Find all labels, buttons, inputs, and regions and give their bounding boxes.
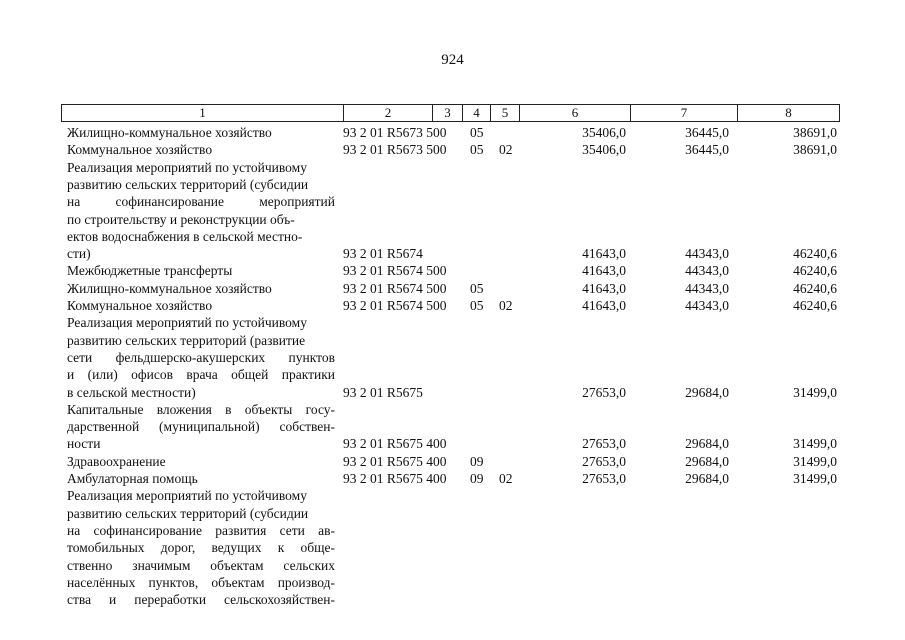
row-value-col6: 41643,0 xyxy=(582,280,626,296)
row-value-col6: 41643,0 xyxy=(582,298,626,313)
row-section: 05 xyxy=(470,280,484,296)
table-row xyxy=(0,453,905,470)
row-code: 93 2 01 R5674 500 xyxy=(343,263,447,279)
table-row xyxy=(0,228,905,245)
row-name: в сельской местности) xyxy=(67,384,196,400)
table-row xyxy=(0,505,905,522)
row-value-col7: 36445,0 xyxy=(685,142,729,158)
table-row xyxy=(0,349,905,366)
row-value-col7: 44343,0 xyxy=(685,263,729,279)
row-name: и (или) офисов врача общей практики xyxy=(67,367,335,383)
row-value-col8: 38691,0 xyxy=(793,142,837,158)
row-name: развитию сельских территорий (субсидии xyxy=(67,176,309,192)
page-number: 924 xyxy=(441,52,464,68)
row-code: 93 2 01 R5675 400 xyxy=(343,453,447,469)
row-value-col7: 36445,0 xyxy=(685,125,729,140)
table-row xyxy=(0,211,905,228)
row-name: Реализация мероприятий по устойчивому xyxy=(67,488,307,504)
header-col-8: 8 xyxy=(737,104,840,122)
table-row xyxy=(0,401,905,418)
row-section: 05 xyxy=(470,125,484,140)
row-value-col8: 31499,0 xyxy=(793,453,837,469)
table-row xyxy=(0,332,905,349)
header-col-4: 4 xyxy=(462,104,490,122)
row-value-col8: 46240,6 xyxy=(793,263,837,279)
row-name: развитию сельских территорий (развитие xyxy=(67,332,306,348)
row-section: 05 xyxy=(470,142,484,158)
table-row xyxy=(0,470,905,487)
table-row xyxy=(0,384,905,401)
row-name: Амбулаторная помощь xyxy=(67,471,198,486)
table-row xyxy=(0,591,905,608)
row-subsection: 02 xyxy=(499,142,513,158)
row-value-col7: 29684,0 xyxy=(685,384,729,400)
row-name: сти) xyxy=(67,246,91,262)
row-subsection: 02 xyxy=(499,471,513,486)
table-row xyxy=(0,297,905,314)
row-code: 93 2 01 R5675 xyxy=(343,384,423,400)
table-row xyxy=(0,557,905,574)
table-row xyxy=(0,418,905,435)
row-name: Коммунальное хозяйство xyxy=(67,142,213,158)
table-row xyxy=(0,193,905,210)
row-code: 93 2 01 R5673 500 xyxy=(343,125,447,140)
row-value-col8: 31499,0 xyxy=(793,436,837,452)
row-name: Жилищно-коммунальное хозяйство xyxy=(67,125,272,140)
row-value-col8: 38691,0 xyxy=(793,125,837,140)
row-value-col6: 35406,0 xyxy=(582,142,626,158)
row-name: ектов водоснабжения в сельской местно- xyxy=(67,228,303,244)
row-value-col6: 27653,0 xyxy=(582,436,626,452)
row-name: Здравоохранение xyxy=(67,453,166,469)
row-value-col7: 44343,0 xyxy=(685,280,729,296)
row-code: 93 2 01 R5674 500 xyxy=(343,280,447,296)
table-row xyxy=(0,435,905,452)
table-row xyxy=(0,245,905,262)
row-value-col6: 41643,0 xyxy=(582,263,626,279)
header-col-5: 5 xyxy=(490,104,519,122)
row-value-col8: 46240,6 xyxy=(793,298,837,313)
table-row xyxy=(0,366,905,383)
row-code: 93 2 01 R5673 500 xyxy=(343,142,447,158)
row-name: ственно значимым объектам сельских xyxy=(67,557,335,573)
row-name: Реализация мероприятий по устойчивому xyxy=(67,159,307,175)
row-name: Реализация мероприятий по устойчивому xyxy=(67,315,307,331)
row-section: 09 xyxy=(470,471,484,486)
row-code: 93 2 01 R5675 400 xyxy=(343,471,447,486)
row-name: дарственной (муниципальной) собствен- xyxy=(67,419,335,435)
table-row xyxy=(0,280,905,297)
row-value-col8: 31499,0 xyxy=(793,384,837,400)
row-code: 93 2 01 R5674 500 xyxy=(343,298,447,313)
row-value-col8: 31499,0 xyxy=(793,471,837,486)
header-col-3: 3 xyxy=(432,104,462,122)
row-value-col8: 46240,6 xyxy=(793,246,837,262)
row-name: Жилищно-коммунальное хозяйство xyxy=(67,280,272,296)
row-code: 93 2 01 R5675 400 xyxy=(343,436,447,452)
row-name: ности xyxy=(67,436,101,452)
header-col-7: 7 xyxy=(630,104,737,122)
table-row xyxy=(0,314,905,331)
row-name: сети фельдшерско-акушерских пунктов xyxy=(67,349,335,365)
header-col-2: 2 xyxy=(343,104,432,122)
row-value-col7: 29684,0 xyxy=(685,471,729,486)
table-row xyxy=(0,574,905,591)
table-row xyxy=(0,159,905,176)
header-col-6: 6 xyxy=(519,104,630,122)
row-value-col7: 29684,0 xyxy=(685,453,729,469)
row-value-col7: 29684,0 xyxy=(685,436,729,452)
row-section: 09 xyxy=(470,453,484,469)
table-row xyxy=(0,262,905,279)
table-row xyxy=(0,124,905,141)
row-code: 93 2 01 R5674 xyxy=(343,246,423,262)
table-row xyxy=(0,487,905,504)
row-name: на софинансирование развития сети ав- xyxy=(67,522,335,538)
row-name: населённых пунктов, объектам производ- xyxy=(67,574,335,590)
row-value-col7: 44343,0 xyxy=(685,298,729,313)
row-subsection: 02 xyxy=(499,298,513,313)
table-row xyxy=(0,176,905,193)
header-col-1: 1 xyxy=(61,104,343,122)
row-name: ства и переработки сельскохозяйствен- xyxy=(67,592,335,608)
row-name: Капитальные вложения в объекты госу- xyxy=(67,401,335,417)
row-value-col8: 46240,6 xyxy=(793,280,837,296)
row-value-col6: 27653,0 xyxy=(582,384,626,400)
row-value-col6: 27653,0 xyxy=(582,471,626,486)
row-name: на софинансирование мероприятий xyxy=(67,194,335,210)
table-row xyxy=(0,141,905,158)
row-value-col6: 35406,0 xyxy=(582,125,626,140)
row-value-col6: 41643,0 xyxy=(582,246,626,262)
row-name: томобильных дорог, ведущих к обще- xyxy=(67,540,335,556)
row-value-col7: 44343,0 xyxy=(685,246,729,262)
row-name: по строительству и реконструкции объ- xyxy=(67,211,295,227)
table-header xyxy=(61,104,839,122)
row-name: развитию сельских территорий (субсидии xyxy=(67,505,309,521)
row-name: Межбюджетные трансферты xyxy=(67,263,233,279)
table-row xyxy=(0,522,905,539)
row-section: 05 xyxy=(470,298,484,313)
row-value-col6: 27653,0 xyxy=(582,453,626,469)
table-row xyxy=(0,539,905,556)
row-name: Коммунальное хозяйство xyxy=(67,298,213,313)
